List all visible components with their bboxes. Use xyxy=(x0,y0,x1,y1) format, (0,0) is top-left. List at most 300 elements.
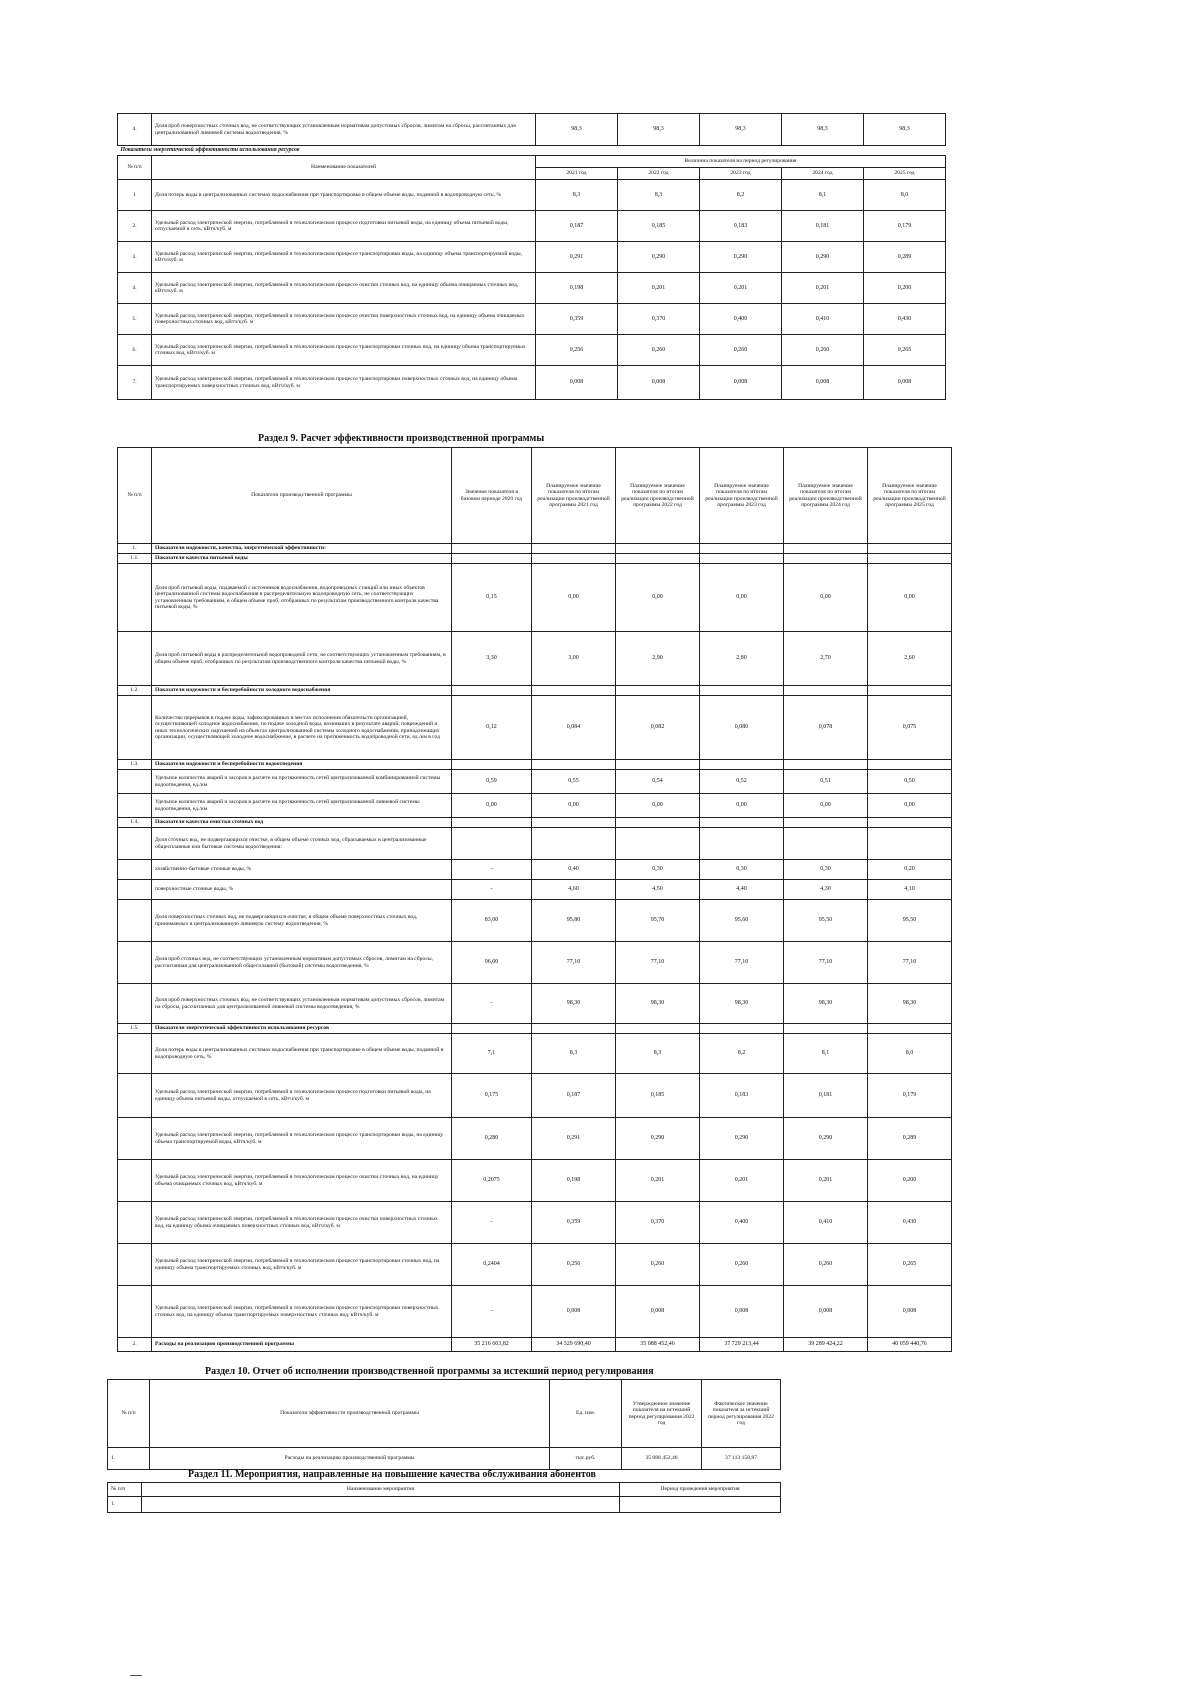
row-value: 77,10 xyxy=(616,942,700,984)
row-value: 77,10 xyxy=(532,942,616,984)
group-row xyxy=(118,554,952,564)
row-value xyxy=(868,1024,952,1034)
measures-header-period: Период проведения мероприятия xyxy=(620,1483,781,1497)
row-value: - xyxy=(452,880,532,900)
row-value xyxy=(532,828,616,860)
row-value: 0,175 xyxy=(452,1074,532,1118)
header-no: № п/п xyxy=(118,156,152,180)
row-value: 0,00 xyxy=(868,564,952,632)
row-value: 95,80 xyxy=(532,900,616,942)
row-value: 0,370 xyxy=(616,1202,700,1244)
row-value: 0,51 xyxy=(784,770,868,794)
row-value: 0,00 xyxy=(532,794,616,818)
row-text: Доля проб питьевой воды, подаваемой с источников водоснабжения, водопроводных станций или иных объектов централизованной системы водоснабжения в распределительную водопроводную сеть, не соответствующих установленным требованиям, в общем объеме проб, отобранных по результатам производственного контроля качества питьевой воды, % xyxy=(152,564,452,632)
row-value: 34 329 690,40 xyxy=(532,1338,616,1352)
table-row xyxy=(118,1074,952,1118)
row-value: 95,50 xyxy=(868,900,952,942)
energy-efficiency-body xyxy=(118,114,946,400)
row-value xyxy=(452,828,532,860)
row-value: 0,400 xyxy=(700,304,782,335)
table-row xyxy=(118,1118,952,1160)
row-value xyxy=(868,554,952,564)
row-value: 0,260 xyxy=(782,335,864,366)
row-value: 4,60 xyxy=(532,880,616,900)
row-value: 0,410 xyxy=(784,1202,868,1244)
header-cell: Показатели производственной программы xyxy=(152,448,452,544)
row-value: 0,187 xyxy=(532,1074,616,1118)
row-value xyxy=(784,760,868,770)
row-value xyxy=(784,554,868,564)
table-row xyxy=(118,794,952,818)
row-number xyxy=(118,1244,152,1286)
table-row xyxy=(118,828,952,860)
row-value: 0,260 xyxy=(700,335,782,366)
row-value xyxy=(532,544,616,554)
row-value: 0,260 xyxy=(618,335,700,366)
row-value: 0,290 xyxy=(618,242,700,273)
row-value: 95,60 xyxy=(700,900,784,942)
row-value: 0,080 xyxy=(700,696,784,760)
row-value: 0,289 xyxy=(868,1118,952,1160)
row-value: 0,181 xyxy=(784,1074,868,1118)
table-row xyxy=(118,860,952,880)
table-row xyxy=(118,366,946,400)
program-efficiency-table xyxy=(117,447,952,1352)
row-value: 3,30 xyxy=(452,632,532,686)
header-cell: Планируемое значение показателя по итогам реализации производственной программы 2024 год xyxy=(784,448,868,544)
row-value: 98,3 xyxy=(782,114,864,146)
row-value: 98,30 xyxy=(868,984,952,1024)
row-value: 0,359 xyxy=(536,304,618,335)
row-value: 0,00 xyxy=(616,794,700,818)
row-value: 4,50 xyxy=(616,880,700,900)
row-value: 0,008 xyxy=(868,1286,952,1338)
row-number: 1.5. xyxy=(118,1024,152,1034)
row-value: 0,260 xyxy=(784,1244,868,1286)
row-number xyxy=(118,1118,152,1160)
row-value: 0,201 xyxy=(700,1160,784,1202)
measures-row xyxy=(108,1497,781,1513)
energy-subtitle: Показатели энергетической эффективности использования ресурсов xyxy=(118,146,946,156)
row-value: 0,200 xyxy=(864,273,946,304)
header-year: 2023 год xyxy=(700,168,782,180)
report-header-unit: Ед. изм. xyxy=(550,1380,622,1448)
row-number xyxy=(118,828,152,860)
row-value: 0,12 xyxy=(452,696,532,760)
row-text: Доля проб сточных вод, не соответствующих установленным нормативам допустимых сбросов, лимитам на сбросы, рассчитанная для централизованной общесплавной (бытовой) системы водоотведения, % xyxy=(152,942,452,984)
row-value: 0,265 xyxy=(868,1244,952,1286)
table-row xyxy=(118,770,952,794)
row-value: 7,1 xyxy=(452,1034,532,1074)
row-value xyxy=(616,544,700,554)
row-text: Показатели качества питьевой воды xyxy=(152,554,452,564)
table-row xyxy=(118,1160,952,1202)
row-text: Показатели энергетической эффективности использования ресурсов xyxy=(152,1024,452,1034)
row-value: 0,256 xyxy=(532,1244,616,1286)
row-value: 0,008 xyxy=(700,366,782,400)
table-row xyxy=(118,1034,952,1074)
row-value xyxy=(700,554,784,564)
row-text: Удельное количество аварий и засоров в расчете на протяженность сетей централизованной комбинированной системы водоотведения, ед./км xyxy=(152,770,452,794)
row-value xyxy=(700,760,784,770)
subtitle-row xyxy=(118,146,946,156)
row-value: 2,90 xyxy=(616,632,700,686)
row-value: 8,2 xyxy=(700,1034,784,1074)
row-value: 0,008 xyxy=(536,366,618,400)
row-number: 1.2. xyxy=(118,686,152,696)
row-value xyxy=(452,1024,532,1034)
row-number xyxy=(118,1160,152,1202)
header-year: 2021 год xyxy=(536,168,618,180)
row-value: 0,075 xyxy=(868,696,952,760)
row-number: 3. xyxy=(118,242,152,273)
row-value: 0,008 xyxy=(532,1286,616,1338)
row-text: Удельный расход электрической энергии, потребляемой в технологическом процессе транспортировки воды, на единицу объема транспортируемой воды, кВтч/куб. м xyxy=(152,242,536,273)
row-value xyxy=(616,760,700,770)
row-value: 0,00 xyxy=(700,564,784,632)
row-text: Удельный расход электрической энергии, потребляемой в технологическом процессе подготовки питьевой воды, на единицу объема питьевой воды, отпускаемой в сеть, кВтч/куб. м xyxy=(152,1074,452,1118)
row-value: 77,10 xyxy=(700,942,784,984)
row-value xyxy=(452,554,532,564)
row-value: 0,00 xyxy=(532,564,616,632)
header-period: Величина показателя на период регулирования xyxy=(536,156,946,168)
row-value: 0,55 xyxy=(532,770,616,794)
row-value: 0,200 xyxy=(868,1160,952,1202)
header-name: Наименование показателей xyxy=(152,156,536,180)
row-value: 39 289 424,22 xyxy=(784,1338,868,1352)
row-value: 0,201 xyxy=(618,273,700,304)
row-text: Количество перерывов в подаче воды, зафиксированных в местах исполнения обязательств организацией, осуществляющей холодное водоснабжение, по подаче холодной воды, возникших в результате аварий, повреждений и иных технологических нарушений на объектах централизованной системы холодного водоснабжения, принадлежащих организации, осуществляющей холодное водоснабжение, в расчете на протяженность водопроводной сети, ед./км в год xyxy=(152,696,452,760)
report-header-actual: Фактическое значение показателя за истекший период регулирования 2022 год xyxy=(702,1380,781,1448)
measures-table xyxy=(107,1482,781,1513)
row-value: 0,430 xyxy=(868,1202,952,1244)
row-value xyxy=(616,686,700,696)
row-value: 98,30 xyxy=(532,984,616,1024)
row-text: хозяйственно-бытовые сточные воды, % xyxy=(152,860,452,880)
row-value: 0,52 xyxy=(700,770,784,794)
row-value: 0,260 xyxy=(700,1244,784,1286)
row-text: Расходы на реализацию производственной программы xyxy=(152,1338,452,1352)
row-value: 0,265 xyxy=(864,335,946,366)
row-value: 0,008 xyxy=(616,1286,700,1338)
row-value: 8,1 xyxy=(782,180,864,211)
row-value: 0,185 xyxy=(618,211,700,242)
row-value xyxy=(868,760,952,770)
header-cell: Планируемое значение показателя по итогам реализации производственной программы 2021 год xyxy=(532,448,616,544)
row-value: 0,00 xyxy=(784,564,868,632)
row-value: 95,70 xyxy=(616,900,700,942)
row-text: Доля потерь воды в централизованных системах водоснабжения при транспортировке в общем объеме воды, поданной в водопроводную сеть, % xyxy=(152,180,536,211)
row-value: 0,183 xyxy=(700,211,782,242)
row-value: 0,078 xyxy=(784,696,868,760)
row-value: 0,291 xyxy=(532,1118,616,1160)
row-number: 1 xyxy=(118,180,152,211)
row-text: Доля проб питьевой воды в распределительной водопроводной сети, не соответствующих установленным требованиям, в общем объеме проб, отобранных по результатам производственного контроля качества питьевой воды, % xyxy=(152,632,452,686)
table-row xyxy=(118,273,946,304)
row-value: 0,290 xyxy=(782,242,864,273)
row-value: 0,290 xyxy=(784,1118,868,1160)
header-cell: Значение показателя в базовом периоде 2020 год xyxy=(452,448,532,544)
row-value: 0,30 xyxy=(784,860,868,880)
group-row xyxy=(118,544,952,554)
group-row xyxy=(118,818,952,828)
row-text: Доля проб поверхностных сточных вод, не соответствующих установленным нормативам допустимых сбросов, лимитам на сбросы, рассчитанных для централизованной ливневой системы водоотведения, % xyxy=(152,114,536,146)
row-value: 0,290 xyxy=(616,1118,700,1160)
row-value xyxy=(452,760,532,770)
row-value xyxy=(868,818,952,828)
row-value: 0,201 xyxy=(784,1160,868,1202)
row-value xyxy=(532,554,616,564)
table-row xyxy=(118,564,952,632)
table-row xyxy=(118,1202,952,1244)
row-value: 98,3 xyxy=(536,114,618,146)
discharge-share-row xyxy=(118,114,946,146)
row-value xyxy=(700,828,784,860)
row-number xyxy=(118,564,152,632)
row-number: 1.3. xyxy=(118,760,152,770)
row-value: 98,3 xyxy=(700,114,782,146)
row-value: 4,10 xyxy=(868,880,952,900)
row-value: 0,187 xyxy=(536,211,618,242)
section-11-title: Раздел 11. Мероприятия, направленные на повышение качества обслуживания абонентов xyxy=(188,1469,596,1480)
measures-row-text xyxy=(142,1497,620,1513)
row-number xyxy=(118,696,152,760)
table-row xyxy=(118,900,952,942)
row-value xyxy=(616,818,700,828)
row-value: 0,54 xyxy=(616,770,700,794)
row-value: 4,30 xyxy=(784,880,868,900)
row-value: 0,179 xyxy=(868,1074,952,1118)
row-value: 40 059 440,76 xyxy=(868,1338,952,1352)
report-row-no: 1. xyxy=(108,1448,150,1470)
row-value: 0,370 xyxy=(618,304,700,335)
row-value: 0,00 xyxy=(700,794,784,818)
program-efficiency-body xyxy=(118,448,952,1352)
row-value: 95,50 xyxy=(784,900,868,942)
row-value: 0,410 xyxy=(782,304,864,335)
row-text: Удельный расход электрической энергии, потребляемой в технологическом процессе очистки поверхностных сточных вод, на единицу объема очищаемых поверхностных сточных вод, кВтч/куб. м xyxy=(152,304,536,335)
measures-header-name: Наименование мероприятия xyxy=(142,1483,620,1497)
row-number xyxy=(118,632,152,686)
energy-efficiency-table xyxy=(117,113,946,400)
row-value: 0,59 xyxy=(452,770,532,794)
row-value: 0,290 xyxy=(700,242,782,273)
group-row xyxy=(118,1024,952,1034)
row-value: 0,359 xyxy=(532,1202,616,1244)
table-row xyxy=(118,335,946,366)
row-value: 0,2075 xyxy=(452,1160,532,1202)
row-value: 0,400 xyxy=(700,1202,784,1244)
row-value: 0,40 xyxy=(532,860,616,880)
row-value xyxy=(452,818,532,828)
section-10-title: Раздел 10. Отчет об исполнении производственной программы за истекший период регулирования xyxy=(205,1366,654,1377)
row-text: Удельный расход электрической энергии, потребляемой в технологическом процессе транспортировки воды, на единицу объема транспортируемой воды, кВтч/куб. м xyxy=(152,1118,452,1160)
report-header-row xyxy=(108,1380,781,1448)
row-number: 1.1. xyxy=(118,554,152,564)
row-value xyxy=(700,686,784,696)
row-value: 8,3 xyxy=(618,180,700,211)
row-value: 0,198 xyxy=(536,273,618,304)
row-value: 0,008 xyxy=(782,366,864,400)
row-number: 6. xyxy=(118,335,152,366)
row-value: 4,40 xyxy=(700,880,784,900)
row-value: 0,260 xyxy=(616,1244,700,1286)
row-value: 0,179 xyxy=(864,211,946,242)
table-row xyxy=(118,1286,952,1338)
row-value xyxy=(532,1024,616,1034)
row-value: 3,00 xyxy=(532,632,616,686)
table-row xyxy=(118,984,952,1024)
header-cell: Планируемое значение показателя по итогам реализации производственной программы 2025 год xyxy=(868,448,952,544)
row-text: поверхностные сточные воды, % xyxy=(152,880,452,900)
report-table xyxy=(107,1379,781,1470)
report-header-approved: Утвержденное значение показателя на истекший период регулирования 2022 год xyxy=(622,1380,702,1448)
header-row xyxy=(118,156,946,168)
page-mark xyxy=(130,1675,142,1676)
row-number: 2. xyxy=(118,1338,152,1352)
row-value: 0,00 xyxy=(452,794,532,818)
row-value xyxy=(868,686,952,696)
group-row xyxy=(118,686,952,696)
row-value xyxy=(616,554,700,564)
header-year: 2024 год xyxy=(782,168,864,180)
row-number xyxy=(118,1202,152,1244)
row-text: Доля поверхностных сточных вод, не подвергающихся очистке, в общем объеме поверхностных сточных вод, принимаемых в централизованную ливневую систему водоотведения, % xyxy=(152,900,452,942)
group-row xyxy=(118,1338,952,1352)
row-text: Удельное количество аварий и засоров в расчете на протяженность сетей централизованной ливневой системы водоотведения, ед./км xyxy=(152,794,452,818)
row-value: 0,30 xyxy=(616,860,700,880)
report-row-approved: 35 088 452,46 xyxy=(622,1448,702,1470)
row-value xyxy=(784,544,868,554)
row-value: - xyxy=(452,860,532,880)
row-value: 0,084 xyxy=(532,696,616,760)
group-row xyxy=(118,760,952,770)
header-year: 2025 год xyxy=(864,168,946,180)
row-value: 0,30 xyxy=(700,860,784,880)
row-value xyxy=(784,828,868,860)
row-value: 2,70 xyxy=(784,632,868,686)
row-text: Удельный расход электрической энергии, потребляемой в технологическом процессе транспортировки сточных вод, на единицу объема транспортируемых сточных вод, кВтч/куб. м xyxy=(152,1244,452,1286)
row-value xyxy=(532,818,616,828)
row-number: 1. xyxy=(118,544,152,554)
row-text: Удельный расход электрической энергии, потребляемой в технологическом процессе подготовки питьевой воды, на единицу объема питьевой воды, отпускаемой в сеть, кВтч/куб. м xyxy=(152,211,536,242)
row-text: Показатели надежности и бесперебойности холодного водоснабжения xyxy=(152,686,452,696)
header-row xyxy=(118,448,952,544)
row-value xyxy=(700,1024,784,1034)
row-value: 8,1 xyxy=(784,1034,868,1074)
row-value: 2,80 xyxy=(700,632,784,686)
row-value xyxy=(700,544,784,554)
row-value: 0,289 xyxy=(864,242,946,273)
measures-row-no: 1. xyxy=(108,1497,142,1513)
table-row xyxy=(118,211,946,242)
row-value xyxy=(868,828,952,860)
row-value xyxy=(784,1024,868,1034)
row-text: Показатели надежности, качества, энергетической эффективности: xyxy=(152,544,452,554)
row-value: 0,183 xyxy=(700,1074,784,1118)
row-value xyxy=(532,760,616,770)
row-value xyxy=(616,1024,700,1034)
row-value: 0,00 xyxy=(868,794,952,818)
row-value: 77,10 xyxy=(868,942,952,984)
row-value: 83,00 xyxy=(452,900,532,942)
table-row xyxy=(118,180,946,211)
row-text: Удельный расход электрической энергии, потребляемой в технологическом процессе очистки сточных вод, на единицу объема очищаемых сточных вод, кВтч/куб. м xyxy=(152,1160,452,1202)
row-value: 8,3 xyxy=(616,1034,700,1074)
row-value: 0,201 xyxy=(700,273,782,304)
row-number xyxy=(118,770,152,794)
row-value: 2,60 xyxy=(868,632,952,686)
table-row xyxy=(118,942,952,984)
row-value: 0,2404 xyxy=(452,1244,532,1286)
row-value: 98,30 xyxy=(700,984,784,1024)
table-row xyxy=(118,242,946,273)
row-value xyxy=(532,686,616,696)
row-number xyxy=(118,880,152,900)
row-value: 0,008 xyxy=(864,366,946,400)
row-value: 98,3 xyxy=(864,114,946,146)
row-value: 0,185 xyxy=(616,1074,700,1118)
row-value: 0,00 xyxy=(616,564,700,632)
row-text: Показатели надежности и бесперебойности водоотведения xyxy=(152,760,452,770)
row-value: 8,0 xyxy=(868,1034,952,1074)
report-header-name: Показатели эффективности производственной программы xyxy=(150,1380,550,1448)
row-text: Доля потерь воды в централизованных системах водоснабжения при транспортировке в общем объеме воды, поданной в водопроводную сеть, % xyxy=(152,1034,452,1074)
row-value xyxy=(784,818,868,828)
header-cell: Планируемое значение показателя по итогам реализации производственной программы 2022 год xyxy=(616,448,700,544)
row-value: 8,3 xyxy=(536,180,618,211)
row-value: 0,291 xyxy=(536,242,618,273)
row-number xyxy=(118,900,152,942)
row-number xyxy=(118,1074,152,1118)
row-value: 0,008 xyxy=(700,1286,784,1338)
row-text: Удельный расход электрической энергии, потребляемой в технологическом процессе транспортировки сточных вод, на единицу объема транспортируемых сточных вод, кВтч/куб. м xyxy=(152,335,536,366)
row-value: 0,198 xyxy=(532,1160,616,1202)
row-value xyxy=(868,544,952,554)
row-number: 4. xyxy=(118,114,152,146)
header-cell: Планируемое значение показателя по итогам реализации производственной программы 2023 год xyxy=(700,448,784,544)
row-text: Удельный расход электрической энергии, потребляемой в технологическом процессе транспортировки поверхностных сточных вод, на единицу объема транспортируемых поверхностных сточных вод, кВтч/куб. м xyxy=(152,366,536,400)
row-number xyxy=(118,860,152,880)
row-value xyxy=(784,686,868,696)
row-value xyxy=(452,544,532,554)
row-value: 8,3 xyxy=(532,1034,616,1074)
row-number: 1.4. xyxy=(118,818,152,828)
table-row xyxy=(118,632,952,686)
row-value: 8,0 xyxy=(864,180,946,211)
table-row xyxy=(118,1244,952,1286)
row-value: 0,430 xyxy=(864,304,946,335)
row-number xyxy=(118,794,152,818)
row-value: - xyxy=(452,984,532,1024)
measures-row-period xyxy=(620,1497,781,1513)
row-text: Удельный расход электрической энергии, потребляемой в технологическом процессе очистки сточных вод, на единицу объема очищаемых сточных вод, кВтч/куб. м xyxy=(152,273,536,304)
row-value: 0,00 xyxy=(784,794,868,818)
row-value: 0,20 xyxy=(868,860,952,880)
row-value: 0,290 xyxy=(700,1118,784,1160)
row-value: 0,256 xyxy=(536,335,618,366)
row-value: 0,201 xyxy=(782,273,864,304)
row-text: Доля сточных вод, не подвергающихся очистке, в общем объеме сточных вод, сбрасываемых в централизованные общесплавные или бытовые системы водоотведения: xyxy=(152,828,452,860)
row-value: 96,00 xyxy=(452,942,532,984)
row-text: Удельный расход электрической энергии, потребляемой в технологическом процессе транспортировки поверхностных сточных вод, на единицу объема транспортируемых поверхностных сточных вод, кВтч/куб. м xyxy=(152,1286,452,1338)
row-text: Показатели качества очистки сточных вод xyxy=(152,818,452,828)
row-value: 37 729 213,44 xyxy=(700,1338,784,1352)
row-value: - xyxy=(452,1202,532,1244)
measures-header-no: № п/п xyxy=(108,1483,142,1497)
row-value: 98,30 xyxy=(616,984,700,1024)
row-value: 0,201 xyxy=(616,1160,700,1202)
